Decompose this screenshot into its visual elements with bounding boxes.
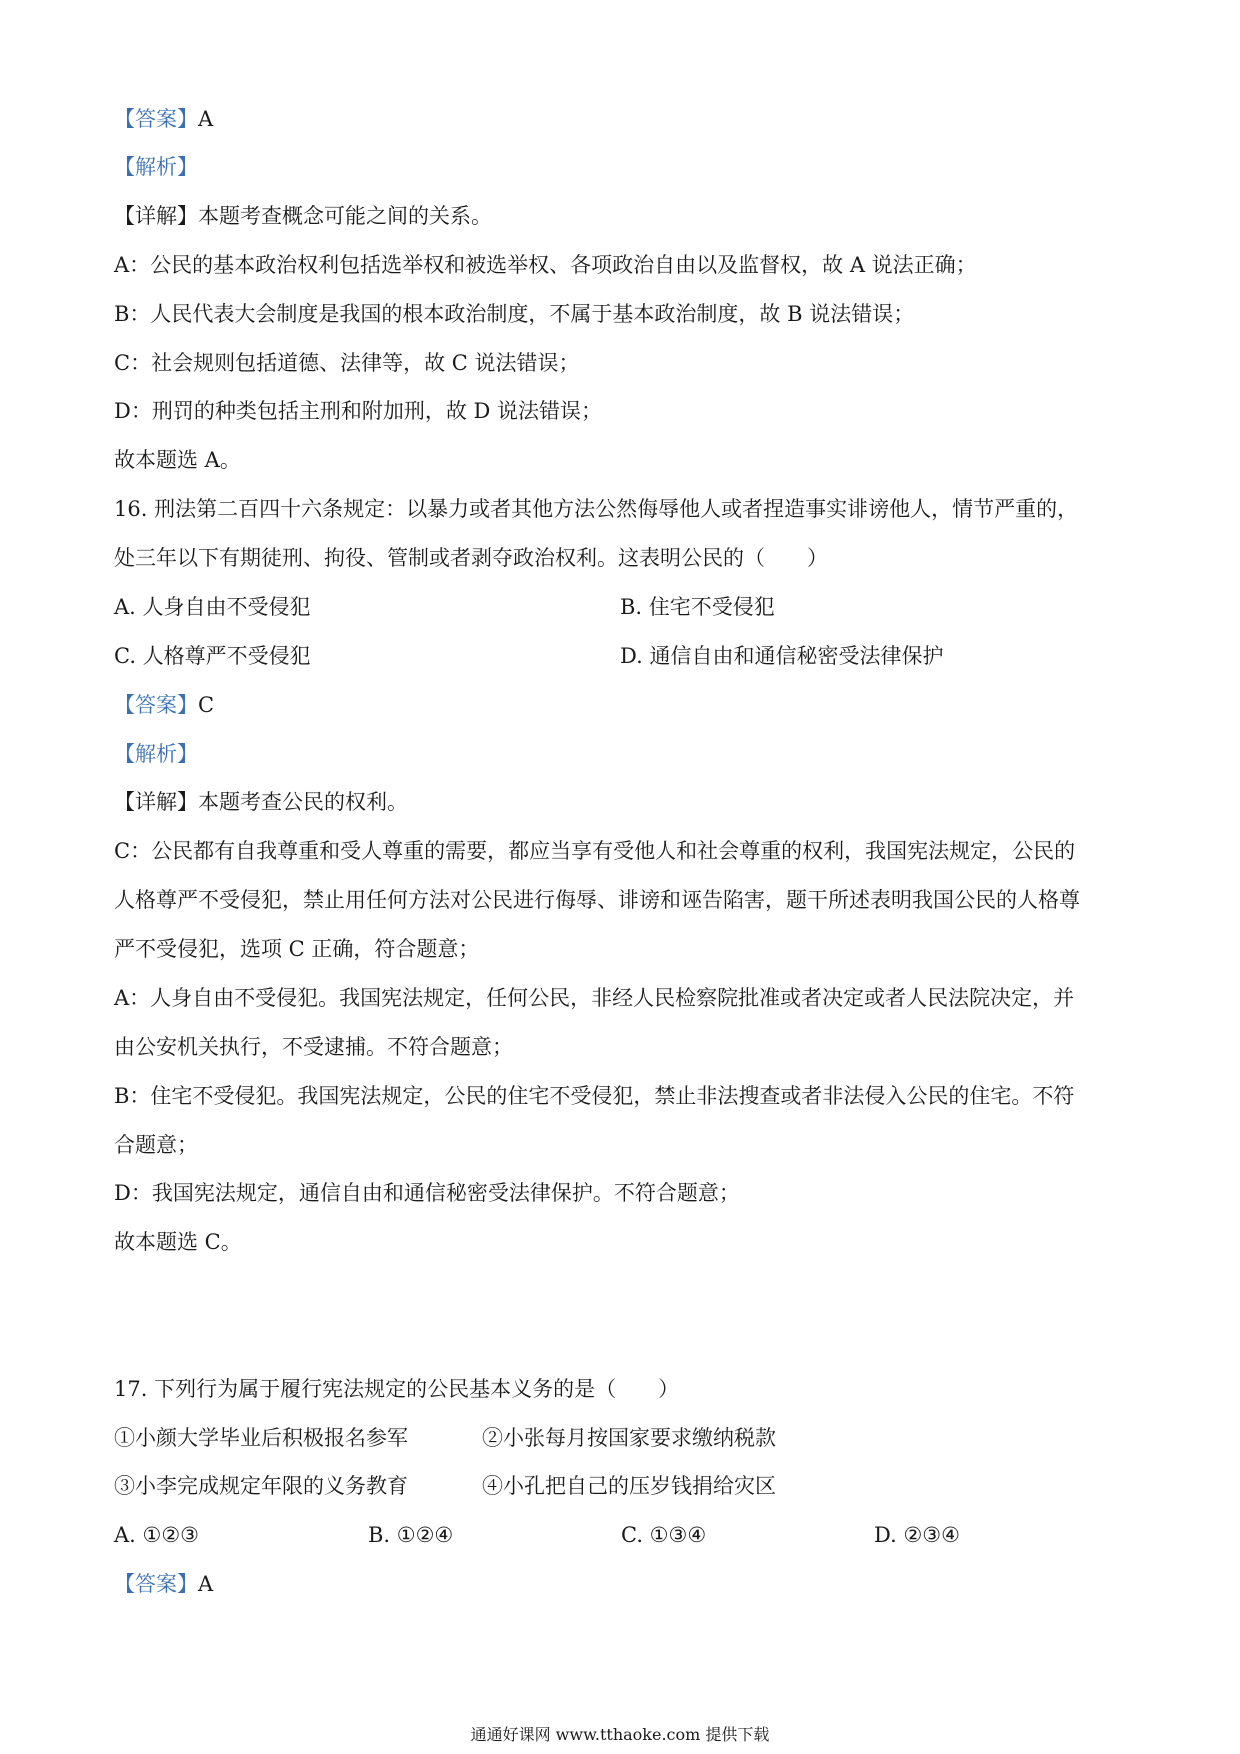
explanation-line: 严不受侵犯，选项 C 正确，符合题意； — [114, 937, 480, 961]
detail-tag: 【详解】 — [114, 204, 198, 228]
statement-2: ②小张每月按国家要求缴纳税款 — [482, 1426, 776, 1450]
answer-value: C — [198, 693, 215, 717]
explanation-line: 人格尊严不受侵犯，禁止用任何方法对公民进行侮辱、诽谤和诬告陷害，题干所述表明我国公民的人格尊 — [114, 888, 1080, 912]
explanation-line: B：住宅不受侵犯。我国宪法规定，公民的住宅不受侵犯，禁止非法搜查或者非法侵入公民的住宅。不符 — [114, 1084, 1075, 1108]
statement-4: ④小孔把自己的压岁钱捐给灾区 — [482, 1474, 776, 1498]
analysis-line — [114, 739, 1134, 769]
explanation-line: C：公民都有自我尊重和受人尊重的需要，都应当享有受他人和社会尊重的权利，我国宪法规定，公民的 — [114, 839, 1076, 863]
answer-tag: 【答案】 — [114, 693, 198, 717]
detail-text: 本题考查公民的权利。 — [198, 790, 408, 814]
answer-line — [114, 1569, 1134, 1599]
page-footer: 通通好课网 www.tthaoke.com 提供下载 — [470, 1725, 770, 1744]
answer-value: A — [198, 107, 214, 131]
answer-line — [114, 690, 1134, 720]
statement-3: ③小李完成规定年限的义务教育 — [114, 1474, 408, 1498]
explanation-line: A：公民的基本政治权利包括选举权和被选举权、各项政治自由以及监督权，故 A 说法正确； — [114, 253, 977, 277]
detail-text: 本题考查概念可能之间的关系。 — [198, 204, 492, 228]
option-b: B. 住宅不受侵犯 — [620, 595, 775, 619]
question-16-stem: 16. 刑法第二百四十六条规定：以暴力或者其他方法公然侮辱他人或者捏造事实诽谤他人，情节严重的， — [114, 497, 1079, 521]
explanation-line: 合题意； — [114, 1133, 198, 1157]
answer-tag: 【答案】 — [114, 1572, 198, 1596]
detail-line — [114, 201, 1134, 231]
explanation-line: 故本题选 C。 — [114, 1230, 242, 1254]
option-d: D. 通信自由和通信秘密受法律保护 — [620, 644, 944, 668]
analysis-line — [114, 152, 1134, 182]
option-d: D. ②③④ — [874, 1523, 960, 1547]
analysis-tag: 【解析】 — [114, 155, 198, 179]
option-c: C. 人格尊严不受侵犯 — [114, 644, 311, 668]
explanation-line: 由公安机关执行，不受逮捕。不符合题意； — [114, 1035, 513, 1059]
option-c: C. ①③④ — [621, 1523, 707, 1547]
option-a: A. ①②③ — [114, 1523, 199, 1547]
explanation-line: D：刑罚的种类包括主刑和附加刑，故 D 说法错误； — [114, 399, 603, 423]
option-b: B. ①②④ — [368, 1523, 454, 1547]
explanation-line: A：人身自由不受侵犯。我国宪法规定，任何公民，非经人民检察院批准或者决定或者人民法院决定，并 — [114, 986, 1075, 1010]
explanation-line: 故本题选 A。 — [114, 448, 241, 472]
question-17-stem: 17. 下列行为属于履行宪法规定的公民基本义务的是（ ） — [114, 1377, 680, 1401]
detail-tag: 【详解】 — [114, 790, 198, 814]
statement-1: ①小颜大学毕业后积极报名参军 — [114, 1426, 408, 1450]
explanation-line: B：人民代表大会制度是我国的根本政治制度，不属于基本政治制度，故 B 说法错误； — [114, 302, 915, 326]
answer-tag: 【答案】 — [114, 107, 198, 131]
analysis-tag: 【解析】 — [114, 742, 198, 766]
explanation-line: C：社会规则包括道德、法律等，故 C 说法错误； — [114, 351, 580, 375]
explanation-line: D：我国宪法规定，通信自由和通信秘密受法律保护。不符合题意； — [114, 1181, 740, 1205]
answer-value: A — [198, 1572, 214, 1596]
detail-line — [114, 787, 1134, 817]
question-16-stem-cont: 处三年以下有期徒刑、拘役、管制或者剥夺政治权利。这表明公民的（ ） — [114, 546, 828, 570]
answer-line — [114, 104, 1134, 134]
option-a: A. 人身自由不受侵犯 — [114, 595, 311, 619]
